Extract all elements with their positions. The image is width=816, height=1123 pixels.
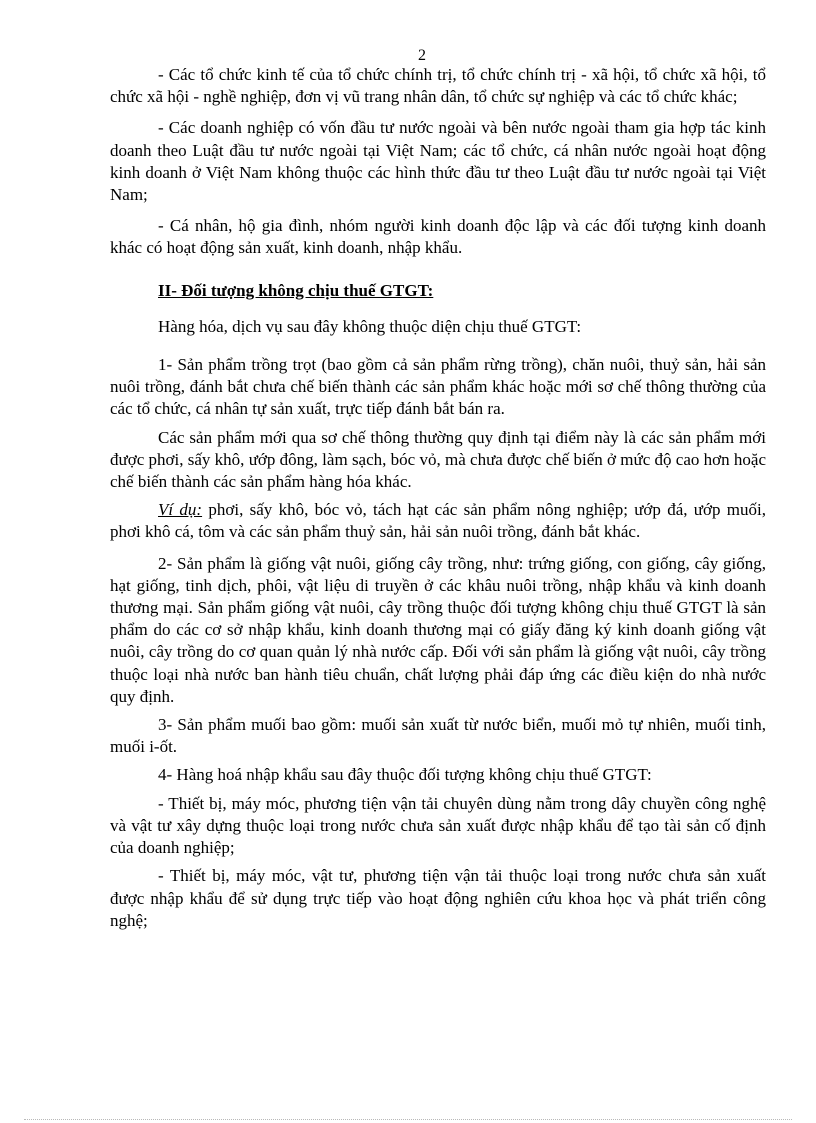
paragraph-foreign-invested: - Các doanh nghiệp có vốn đầu tư nước ngoài và bên nước ngoài tham gia hợp tác kinh doanh theo Luật đầu tư nước ngoài tại Việt Nam; các tổ chức, cá nhân nước ngoài hoạt động kinh doanh ở Việt Nam không thuộc các hình thức đầu tư theo Luật đầu tư nước ngoài tại Việt Nam; [110, 118, 766, 205]
section-heading: II- Đối tượng không chịu thuế GTGT: [158, 280, 434, 300]
item-1-note: Các sản phẩm mới qua sơ chế thông thường quy định tại điểm này là các sản phẩm mới được phơi, sấy khô, ướp đông, làm sạch, bóc vỏ, mà chưa được chế biến ở mức độ cao hơn hoặc chế biến thành các sản phẩm hàng hóa khác. [110, 427, 766, 492]
document-body [110, 64, 766, 938]
paragraph-individuals: - Cá nhân, hộ gia đình, nhóm người kinh doanh độc lập và các đối tượng kinh doanh khác có hoạt động sản xuất, kinh doanh, nhập khẩu. [110, 216, 766, 258]
example-paragraph [110, 499, 766, 543]
item-1-paragraph: 1- Sản phẩm trồng trọt (bao gồm cả sản phẩm rừng trồng), chăn nuôi, thuỷ sản, hải sản nuôi trồng, đánh bắt chưa chế biến thành các sản phẩm khác hoặc mới sơ chế thông thường của các tổ chức, cá nhân tự sản xuất, trực tiếp đánh bắt bán ra. [110, 355, 766, 419]
item-4-sub-equipment: - Thiết bị, máy móc, phương tiện vận tải chuyên dùng nằm trong dây chuyền công nghệ và vật tư xây dựng thuộc loại trong nước chưa sản xuất được nhập khẩu để tạo tài sản cố định của doanh nghiệp; [110, 793, 766, 858]
section-intro: Hàng hóa, dịch vụ sau đây không thuộc diện chịu thuế GTGT: [158, 316, 582, 336]
example-label: Ví dụ: [158, 500, 203, 520]
item-3-paragraph: 3- Sản phẩm muối bao gồm: muối sản xuất từ nước biển, muối mỏ tự nhiên, muối tinh, muối i-ốt. [110, 715, 766, 757]
item-2-paragraph: 2- Sản phẩm là giống vật nuôi, giống cây trồng, như: trứng giống, con giống, cây giống, hạt giống, tinh dịch, phôi, vật liệu di truyền ở các khâu nuôi trồng, nhập khẩu và kinh doanh thương mại. Sản phẩm giống vật nuôi, cây trồng thuộc đối tượng không chịu thuế GTGT là sản phẩm do các cơ sở nhập khẩu, kinh doanh thương mại có giấy đăng ký kinh doanh giống vật nuôi, cây trồng do cơ quan quản lý nhà nước cấp. Đối với sản phẩm là giống vật nuôi, cây trồng thuộc loại nhà nước ban hành tiêu chuẩn, chất lượng phải đáp ứng các điều kiện do nhà nước quy định. [110, 553, 766, 706]
paragraph-economic-orgs: - Các tổ chức kinh tế của tổ chức chính trị, tổ chức chính trị - xã hội, tổ chức xã hội, tổ chức xã hội - nghề nghiệp, đơn vị vũ trang nhân dân, tổ chức sự nghiệp và các tổ chức khác; [110, 65, 766, 107]
item-4-paragraph: 4- Hàng hoá nhập khẩu sau đây thuộc đối tượng không chịu thuế GTGT: [158, 765, 652, 785]
page-bottom-rule [24, 1119, 792, 1120]
example-text: phơi, sấy khô, bóc vỏ, tách hạt các sản phẩm nông nghiệp; ướp đá, ướp muối, phơi khô cá, tôm và các sản phẩm thuỷ sản, hải sản nuôi trồng, đánh bắt khác. [110, 500, 766, 542]
page-number: 2 [418, 47, 426, 64]
item-4-sub-research: - Thiết bị, máy móc, vật tư, phương tiện vận tải thuộc loại trong nước chưa sản xuất được nhập khẩu để sử dụng trực tiếp vào hoạt động nghiên cứu khoa học và phát triển công nghệ; [110, 866, 766, 930]
